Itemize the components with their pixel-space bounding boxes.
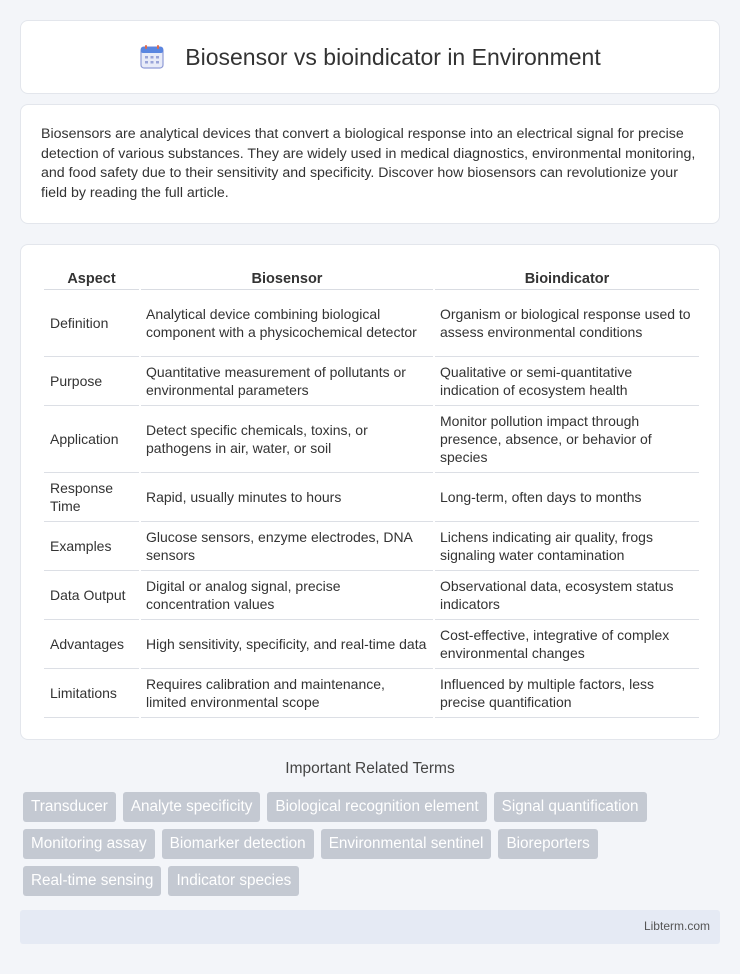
aspect-cell: Limitations bbox=[44, 669, 139, 718]
biosensor-cell: Detect specific chemicals, toxins, or pathogens in air, water, or soil bbox=[141, 406, 433, 473]
bioindicator-cell: Monitor pollution impact through presence, absence, or behavior of species bbox=[435, 406, 699, 473]
tag-monitoring-assay[interactable]: Monitoring assay bbox=[23, 829, 155, 859]
page-title: Biosensor vs bioindicator in Environment bbox=[185, 43, 601, 70]
bioindicator-cell: Organism or biological response used to assess environmental conditions bbox=[435, 290, 699, 357]
bioindicator-cell: Cost-effective, integrative of complex environmental changes bbox=[435, 620, 699, 669]
biosensor-cell: Requires calibration and maintenance, limited environmental scope bbox=[141, 669, 433, 718]
table-row bbox=[44, 571, 699, 620]
header-card bbox=[20, 20, 720, 94]
bioindicator-cell: Lichens indicating air quality, frogs signaling water contamination bbox=[435, 522, 699, 571]
bioindicator-cell: Observational data, ecosystem status indicators bbox=[435, 571, 699, 620]
table-row bbox=[44, 473, 699, 522]
tag-transducer[interactable]: Transducer bbox=[23, 792, 116, 822]
tag-row bbox=[23, 866, 723, 896]
biosensor-cell: High sensitivity, specificity, and real-time data bbox=[141, 620, 433, 669]
tag-bioreporters[interactable]: Bioreporters bbox=[498, 829, 597, 859]
intro-card bbox=[20, 104, 720, 224]
column-header-biosensor: Biosensor bbox=[141, 265, 433, 290]
related-terms-title: Important Related Terms bbox=[285, 760, 455, 777]
aspect-cell: Application bbox=[44, 406, 139, 473]
column-header-bioindicator: Bioindicator bbox=[435, 265, 699, 290]
intro-text: Biosensors are analytical devices that convert a biological response into an electrical signal for precise detection of various substances. They are widely used in medical diagnostics, environmental monitoring, and food safety due to their sensitivity and specificity. Discover how biosensors can revolutionize your field by reading the full article. bbox=[41, 126, 696, 201]
biosensor-cell: Analytical device combining biological component with a physicochemical detector bbox=[141, 290, 433, 357]
column-header-aspect: Aspect bbox=[44, 265, 139, 290]
related-terms-list bbox=[23, 792, 723, 903]
comparison-card bbox=[20, 244, 720, 740]
tag-row bbox=[23, 829, 723, 859]
biosensor-cell: Digital or analog signal, precise concentration values bbox=[141, 571, 433, 620]
footer bbox=[20, 910, 720, 944]
tag-biological-recognition-element[interactable]: Biological recognition element bbox=[267, 792, 486, 822]
table-row bbox=[44, 620, 699, 669]
biosensor-cell: Quantitative measurement of pollutants or environmental parameters bbox=[141, 357, 433, 406]
tag-signal-quantification[interactable]: Signal quantification bbox=[494, 792, 647, 822]
aspect-cell: Data Output bbox=[44, 571, 139, 620]
table-header-row bbox=[44, 265, 699, 290]
bioindicator-cell: Influenced by multiple factors, less precise quantification bbox=[435, 669, 699, 718]
aspect-cell: Purpose bbox=[44, 357, 139, 406]
tag-analyte-specificity[interactable]: Analyte specificity bbox=[123, 792, 261, 822]
table-row bbox=[44, 406, 699, 473]
tag-real-time-sensing[interactable]: Real-time sensing bbox=[23, 866, 161, 896]
calendar-icon bbox=[139, 44, 165, 70]
tag-indicator-species[interactable]: Indicator species bbox=[168, 866, 299, 896]
aspect-cell: Definition bbox=[44, 290, 139, 357]
tag-biomarker-detection[interactable]: Biomarker detection bbox=[162, 829, 314, 859]
aspect-cell: Response Time bbox=[44, 473, 139, 522]
tag-row bbox=[23, 792, 723, 822]
aspect-cell: Examples bbox=[44, 522, 139, 571]
table-row bbox=[44, 522, 699, 571]
biosensor-cell: Rapid, usually minutes to hours bbox=[141, 473, 433, 522]
comparison-table bbox=[42, 265, 701, 718]
biosensor-cell: Glucose sensors, enzyme electrodes, DNA sensors bbox=[141, 522, 433, 571]
table-row bbox=[44, 357, 699, 406]
tag-environmental-sentinel[interactable]: Environmental sentinel bbox=[321, 829, 492, 859]
table-row bbox=[44, 669, 699, 718]
aspect-cell: Advantages bbox=[44, 620, 139, 669]
footer-link[interactable]: Libterm.com bbox=[643, 919, 710, 933]
bioindicator-cell: Qualitative or semi-quantitative indication of ecosystem health bbox=[435, 357, 699, 406]
bioindicator-cell: Long-term, often days to months bbox=[435, 473, 699, 522]
table-row bbox=[44, 290, 699, 357]
